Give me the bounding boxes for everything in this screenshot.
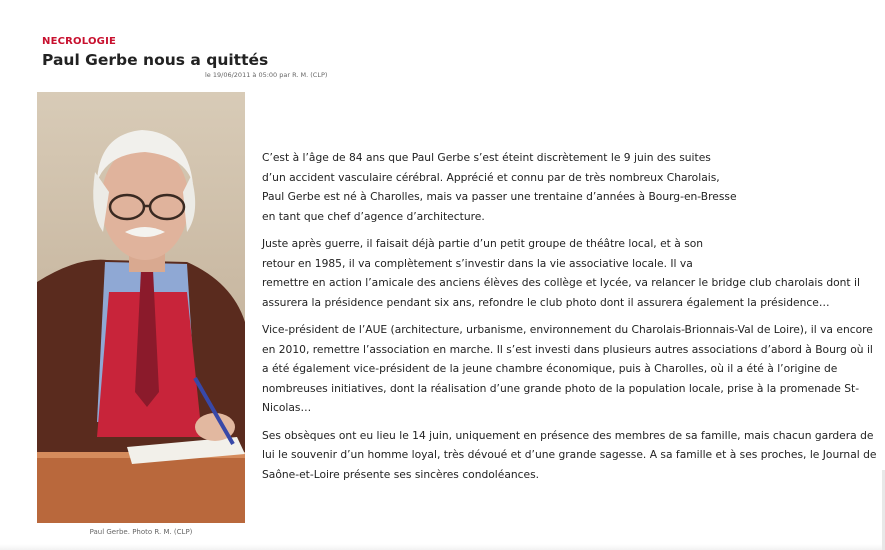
- article-body: [262, 148, 880, 492]
- article-title: Paul Gerbe nous a quittés: [42, 51, 269, 69]
- page-bottom-edge: [0, 544, 885, 550]
- paragraph: C’est à l’âge de 84 ans que Paul Gerbe s’est éteint discrètement le 9 juin des suites d’un accident vasculaire cérébral. Apprécié et connu par de très nombreux Charolais, Paul Gerbe est né à Charolles, mais va passer une trentaine d’années à Bourg-en-Bresse en tant que chef d’agence d’architecture.: [262, 151, 737, 223]
- article-byline: le 19/06/2011 à 05:00 par R. M. (CLP): [205, 71, 328, 79]
- portrait-photo: [37, 92, 245, 523]
- paragraph: Juste après guerre, il faisait déjà partie d’un petit groupe de théâtre local, et à son retour en 1985, il va complètement s’investir dans la vie associative locale. Il va remettre en action l’amicale des anciens élèves des collège et lycée, va relancer le bridge club charolais dont il assurera la présidence pendant six ans, refondre le club photo dont il assurera également la présidence…: [262, 237, 860, 309]
- photo-caption: Paul Gerbe. Photo R. M. (CLP): [89, 528, 193, 536]
- paragraph: Vice-président de l’AUE (architecture, urbanisme, environnement du Charolais-Brionnais-Val de Loire), il va encore en 2010, remettre l’association en marche. Il s’est investi dans plusieurs autres associations d’abord à Bourg où il a été également vice-président de la jeune chambre économique, puis à Charolles, où il a été à l’origine de nombreuses initiatives, dont la réalisation d’une grande photo de la population locale, prise à la promenade St- Nicolas…: [262, 323, 873, 414]
- paragraph: Ses obsèques ont eu lieu le 14 juin, uniquement en présence des membres de sa famille, mais chacun gardera de lui le souvenir d’un homme loyal, très dévoué et d’une grande sagesse. A sa famille et à ses proches, le Journal de Saône-et-Loire présente ses sincères condoléances.: [262, 428, 877, 481]
- rubric-label: NECROLOGIE: [42, 36, 117, 47]
